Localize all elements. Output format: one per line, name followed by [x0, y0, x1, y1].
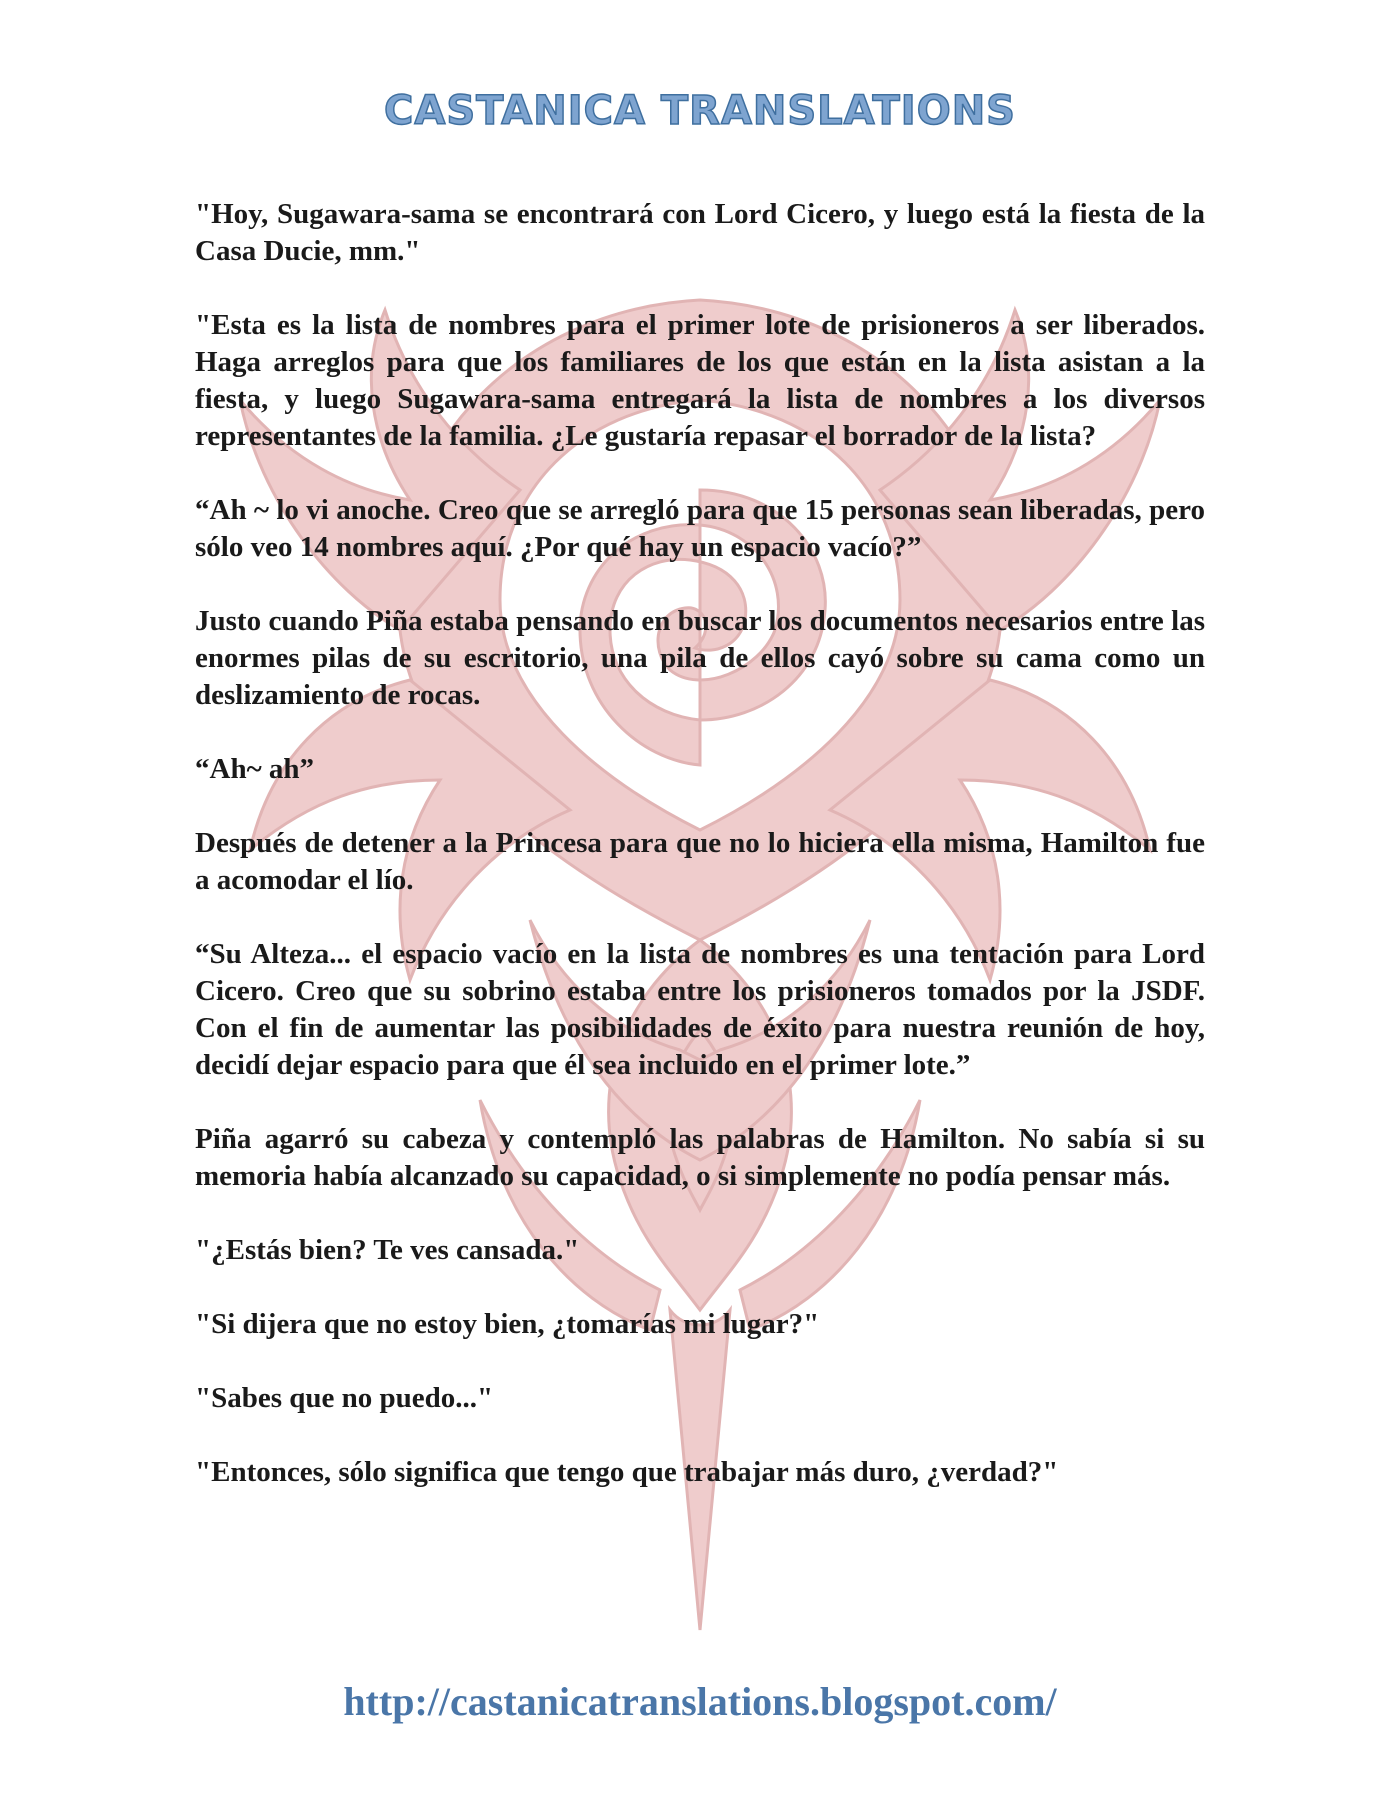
site-title: CASTANICA TRANSLATIONS: [384, 88, 1016, 134]
paragraph: "Entonces, sólo significa que tengo que trabajar más duro, ¿verdad?": [195, 1456, 1059, 1488]
paragraph: "Hoy, Sugawara-sama se encontrará con Lord Cicero, y luego está la fiesta de la Casa Ducie, mm.": [195, 198, 1205, 267]
paragraph: "Si dijera que no estoy bien, ¿tomarías mi lugar?": [195, 1308, 820, 1340]
paragraph: “Su Alteza... el espacio vacío en la lista de nombres es una tentación para Lord Cicero. Creo que su sobrino estaba entre los prisioneros tomados por la JSDF. Con el fin de aumentar las posibilidades de éxito para nuestra reunión de hoy, decidí dejar espacio para que él sea incluido en el primer lote.”: [195, 938, 1205, 1081]
paragraph: "Esta es la lista de nombres para el primer lote de prisioneros a ser liberados. Haga arreglos para que los familiares de los que están en la lista asistan a la fiesta, y luego Sugawara-sama entregará la lista de nombres a los diversos representantes de la familia. ¿Le gustaría repasar el borrador de la lista?: [195, 309, 1205, 452]
paragraph: "Sabes que no puedo...": [195, 1382, 494, 1414]
paragraph: Después de detener a la Princesa para que no lo hiciera ella misma, Hamilton fue a acomodar el lío.: [195, 827, 1205, 896]
paragraph: “Ah ~ lo vi anoche. Creo que se arregló para que 15 personas sean liberadas, pero sólo veo 14 nombres aquí. ¿Por qué hay un espacio vacío?”: [195, 494, 1205, 563]
paragraph: Piña agarró su cabeza y contempló las palabras de Hamilton. No sabía si su memoria había alcanzado su capacidad, o si simplemente no podía pensar más.: [195, 1123, 1205, 1192]
blog-url-link[interactable]: http://castanicatranslations.blogspot.com/: [343, 1679, 1057, 1724]
paragraph: "¿Estás bien? Te ves cansada.": [195, 1234, 580, 1266]
story-text: [195, 196, 1205, 1528]
paragraph: “Ah~ ah”: [195, 753, 315, 785]
paragraph: Justo cuando Piña estaba pensando en buscar los documentos necesarios entre las enormes pilas de su escritorio, una pila de ellos cayó sobre su cama como un deslizamiento de rocas.: [195, 605, 1205, 711]
